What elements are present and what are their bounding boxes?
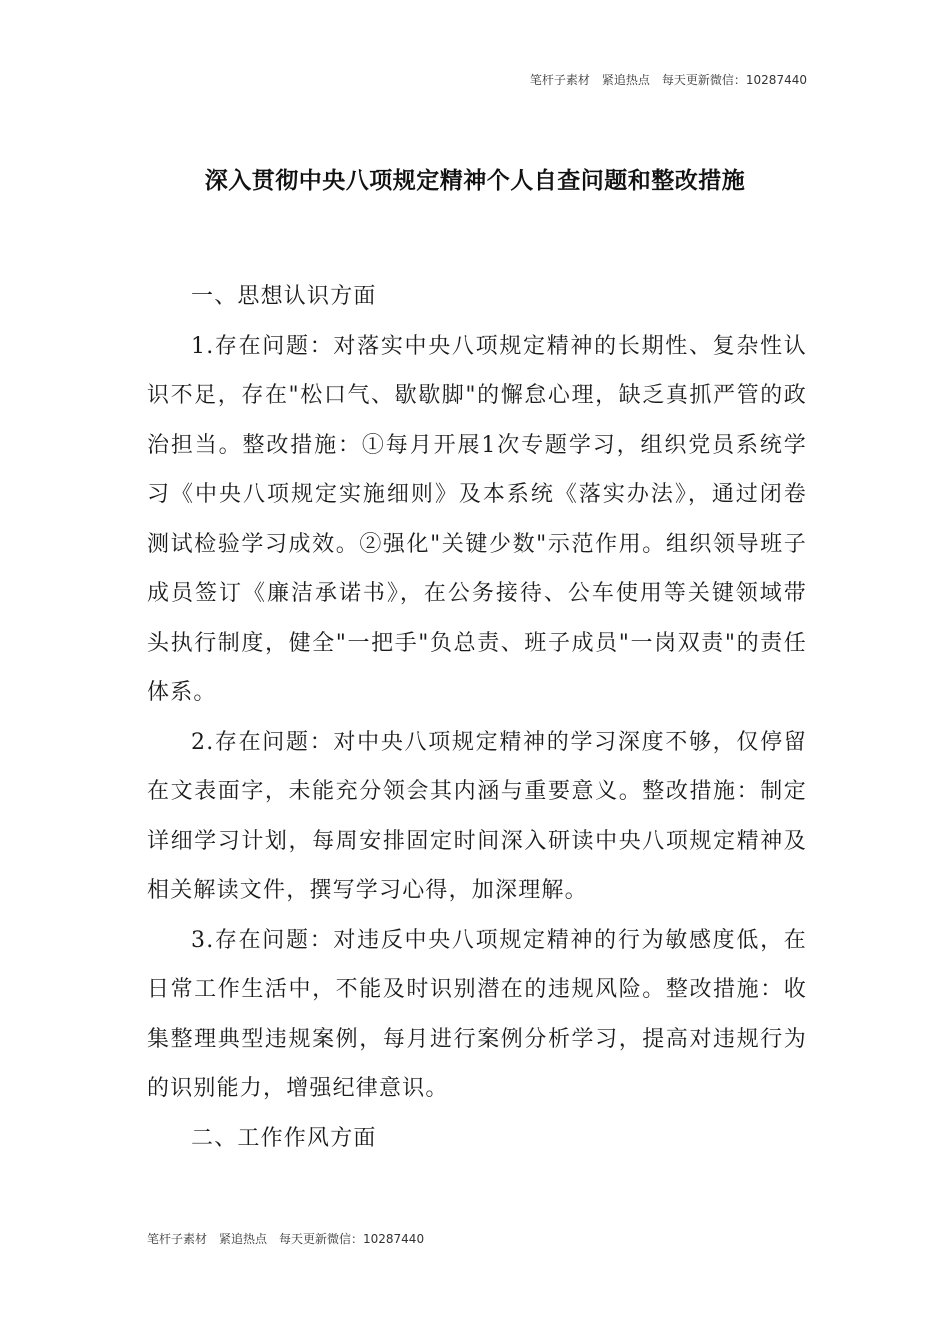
paragraph-item-2: 2.存在问题：对中央八项规定精神的学习深度不够，仅停留在文表面字，未能充分领会其内涵与重要意义。整改措施：制定详细学习计划，每周安排固定时间深入研读中央八项规定精神及相关解读文件，撰写学习心得，加深理解。 xyxy=(147,729,807,903)
footer-note: 笔杆子素材 紧追热点 每天更新微信：10287440 xyxy=(147,1232,425,1246)
paragraph-item-1: 1.存在问题：对落实中央八项规定精神的长期性、复杂性认识不足，存在"松口气、歇歇脚"的懈怠心理，缺乏真抓严管的政治担当。整改措施：①每月开展1次专题学习，组织党员系统学习《中央八项规定实施细则》及本系统《落实办法》，通过闭卷测试检验学习成效。②强化"关键少数"示范作用。组织领导班子成员签订《廉洁承诺书》，在公务接待、公车使用等关键领域带头执行制度，健全"一把手"负总责、班子成员"一岗双责"的责任体系。 xyxy=(147,333,807,705)
paragraph-item-3: 3.存在问题：对违反中央八项规定精神的行为敏感度低，在日常工作生活中，不能及时识别潜在的违规风险。整改措施：收集整理典型违规案例，每月进行案例分析学习，提高对违规行为的识别能力，增强纪律意识。 xyxy=(147,927,807,1101)
document-body xyxy=(147,272,807,1163)
header-note: 笔杆子素材 紧追热点 每天更新微信：10287440 xyxy=(529,73,807,87)
section-heading-thought: 一、思想认识方面 xyxy=(191,284,377,309)
document-title: 深入贯彻中央八项规定精神个人自查问题和整改措施 xyxy=(204,168,746,194)
section-heading-work-style: 二、工作作风方面 xyxy=(191,1125,377,1151)
